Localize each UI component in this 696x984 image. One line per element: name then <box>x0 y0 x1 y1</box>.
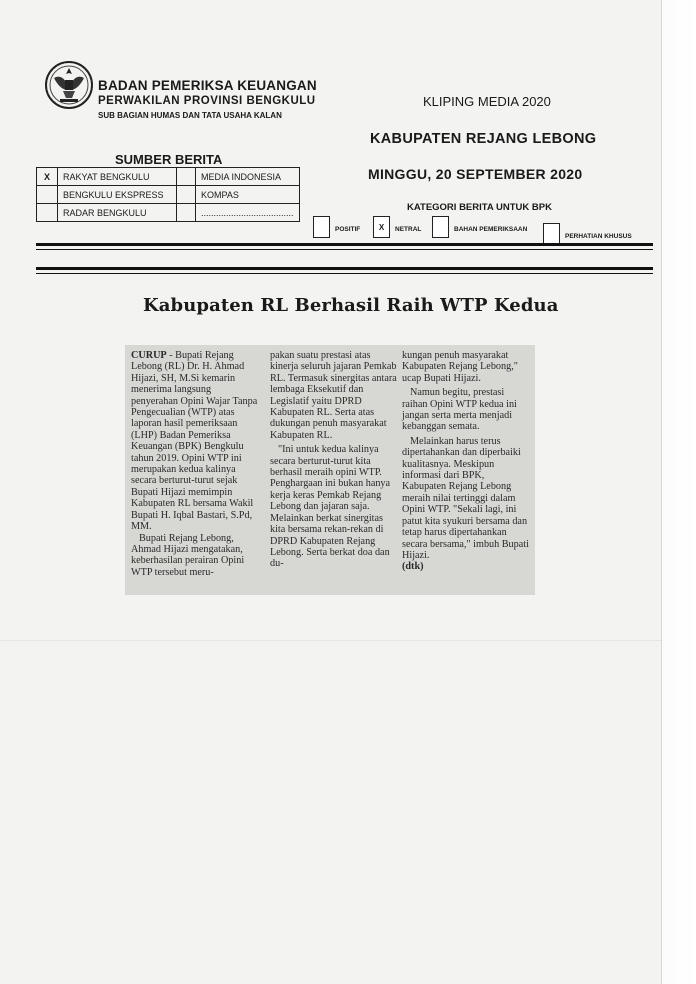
kabupaten-title: KABUPATEN REJANG LEBONG <box>370 131 597 147</box>
kategori-netral <box>373 216 421 238</box>
divider-rule <box>36 273 653 274</box>
article-paragraph: Namun begitu, prestasi raihan Opini WTP kedua ini jangan serta merta menjadi kebanggan semata. <box>402 387 517 433</box>
article-paragraph: Melainkan harus terus dipertahankan dan diperbaiki kualitasnya. Meskipun informasi dari BPK, Kabupaten Rejang Lebong meraih nilai tertinggi dalam Opini WTP. "Sekali lagi, ini patut kita syukuri bersama dan tetap harus dipertahankan secara bersama," imbuh Bupati Hijazi. <box>402 435 529 561</box>
article-paragraph: pakan suatu prestasi atas kinerja seluruh jajaran Pemkab RL. Termasuk sinergitas antara lembaga Eksekutif dan Legislatif yaitu DPRD Kabupaten RL. Serta atas dukungan penuh masyarakat Kabupaten RL. <box>270 350 397 441</box>
source-name: RADAR BENGKULU <box>58 204 177 222</box>
kategori-perhatian-khusus <box>543 223 632 245</box>
source-name: MEDIA INDONESIA <box>196 168 300 186</box>
divider-rule <box>36 243 653 246</box>
kategori-checkbox <box>543 223 560 245</box>
source-name: RAKYAT BENGKULU <box>58 168 177 186</box>
kategori-checkbox <box>313 216 330 238</box>
article-column-1 <box>131 350 259 578</box>
source-name: BENGKULU EKSPRESS <box>58 186 177 204</box>
kategori-positif <box>313 216 360 238</box>
sumber-title: SUMBER BERITA <box>115 152 223 167</box>
article-dateline: CURUP <box>131 350 167 361</box>
source-spacer <box>177 186 196 204</box>
sumber-table <box>36 167 300 222</box>
date-title: MINGGU, 20 SEPTEMBER 2020 <box>368 166 583 182</box>
source-spacer <box>177 204 196 222</box>
kategori-label: PERHATIAN KHUSUS <box>565 233 632 240</box>
source-mark: X <box>37 168 58 186</box>
garuda-logo-icon <box>44 60 94 110</box>
divider-rule <box>36 249 653 250</box>
source-blank: ..................................... <box>196 204 300 222</box>
source-mark <box>37 204 58 222</box>
org-subdivision: SUB BAGIAN HUMAS DAN TATA USAHA KALAN <box>98 111 282 120</box>
table-row <box>37 186 300 204</box>
article-paragraph: - Bupati Rejang Lebong (RL) Dr. H. Ahmad Hijazi, SH, M.Si kemarin menerima langsung penyerahan Opini Wajar Tanpa Pengecualian (WTP) atas laporan hasil pemeriksaan (LHP) Badan Pemeriksa Keuangan (BPK) Bengkulu tahun 2019. Opini WTP ini merupakan kedua kalinya secara berturut-turut sejak Bupati Hijazi memimpin Kabupaten RL bersama Wakil Bupati H. Iqbal Bastari, S.Pd, MM. <box>131 350 258 533</box>
article-paragraph: kungan penuh masyarakat Kabupaten Rejang Lebong," ucap Bupati Hijazi. <box>402 350 518 384</box>
article-headline: Kabupaten RL Berhasil Raih WTP Kedua <box>143 295 559 316</box>
kategori-title: KATEGORI BERITA UNTUK BPK <box>407 202 552 213</box>
org-name: BADAN PEMERIKSA KEUANGAN <box>98 78 317 93</box>
article-column-2 <box>270 350 398 570</box>
table-row <box>37 204 300 222</box>
source-name: KOMPAS <box>196 186 300 204</box>
kategori-label: NETRAL <box>395 226 422 233</box>
source-mark <box>37 186 58 204</box>
kategori-bahan-pemeriksaan <box>432 216 527 238</box>
kategori-label: BAHAN PEMERIKSAAN <box>454 226 528 233</box>
source-spacer <box>177 168 196 186</box>
article-byline: (dtk) <box>402 561 424 573</box>
kategori-label: POSITIF <box>335 226 361 233</box>
org-branch: PERWAKILAN PROVINSI BENGKULU <box>98 95 316 107</box>
table-row <box>37 168 300 186</box>
divider-rule <box>36 267 653 270</box>
org-block <box>98 78 317 120</box>
kategori-checkbox <box>432 216 449 238</box>
article-paragraph: "Ini untuk kedua kalinya secara berturut-turut kita berhasil meraih opini WTP. Penghargaan ini bukan hanya kerja keras Pemkab Rejang Lebong dan jajaran saja. Melainkan berkat sinergitas kita bersama rekan-rekan di DPRD Kabupaten Rejang Lebong. Serta berkat doa dan du- <box>270 444 391 570</box>
kategori-checkbox: X <box>373 216 390 238</box>
scan-fold-line <box>0 640 662 641</box>
article-paragraph: Bupati Rejang Lebong, Ahmad Hijazi mengatakan, keberhasilan perairan Opini WTP tersebut meru- <box>131 532 245 578</box>
article-column-3 <box>402 350 530 573</box>
page-edge <box>661 0 696 984</box>
kliping-title: KLIPING MEDIA 2020 <box>423 94 551 109</box>
